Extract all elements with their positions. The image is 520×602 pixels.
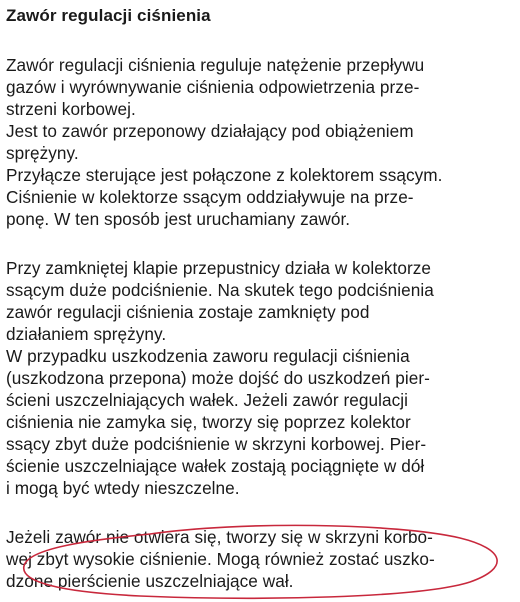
text-line: sprężyny. bbox=[6, 143, 79, 163]
text-line: Ciśnienie w kolektorze ssącym oddziaływuje na prze- bbox=[6, 187, 414, 207]
text-line: Zawór regulacji ciśnienia reguluje natężenie przepływu bbox=[6, 55, 425, 75]
text-line: zawór regulacji ciśnienia zostaje zamknięty pod bbox=[6, 302, 370, 322]
text-line: ssącym duże podciśnienie. Na skutek tego podciśnienia bbox=[6, 280, 434, 300]
text-line: Przy zamkniętej klapie przepustnicy działa w kolektorze bbox=[6, 258, 431, 278]
text-line: ciśnienia nie zamyka się, tworzy się poprzez kolektor bbox=[6, 412, 411, 432]
text-line: Jest to zawór przeponowy działający pod obiążeniem bbox=[6, 121, 414, 141]
text-line: W przypadku uszkodzenia zaworu regulacji ciśnienia bbox=[6, 346, 410, 366]
text-line: wej zbyt wysokie ciśnienie. Mogą również zostać uszko- bbox=[6, 549, 435, 569]
text-line: (uszkodzona przepona) może dojść do uszkodzeń pier- bbox=[6, 368, 430, 388]
text-line: działaniem sprężyny. bbox=[6, 324, 167, 344]
text-line: ścieni uszczelniających wałek. Jeżeli zawór regulacji bbox=[6, 390, 408, 410]
text-line: dzone pierścienie uszczelniające wał. bbox=[6, 571, 294, 591]
text-line: Jeżeli zawór nie otwiera się, tworzy się w skrzyni korbo- bbox=[6, 527, 433, 547]
text-line: strzeni korbowej. bbox=[6, 99, 136, 119]
text-line: Przyłącze sterujące jest połączone z kolektorem ssącym. bbox=[6, 165, 443, 185]
text-line: ścienie uszczelniające wałek zostają pociągnięte w dół bbox=[6, 456, 425, 476]
page-title: Zawór regulacji ciśnienia bbox=[6, 6, 211, 25]
text-line: i mogą być wtedy nieszczelne. bbox=[6, 478, 240, 498]
text-line: gazów i wyrównywanie ciśnienia odpowietrzenia prze- bbox=[6, 77, 420, 97]
text-line: ssący zbyt duże podciśnienie w skrzyni korbowej. Pier- bbox=[6, 434, 427, 454]
text-line: ponę. W ten sposób jest uruchamiany zawór. bbox=[6, 209, 351, 229]
